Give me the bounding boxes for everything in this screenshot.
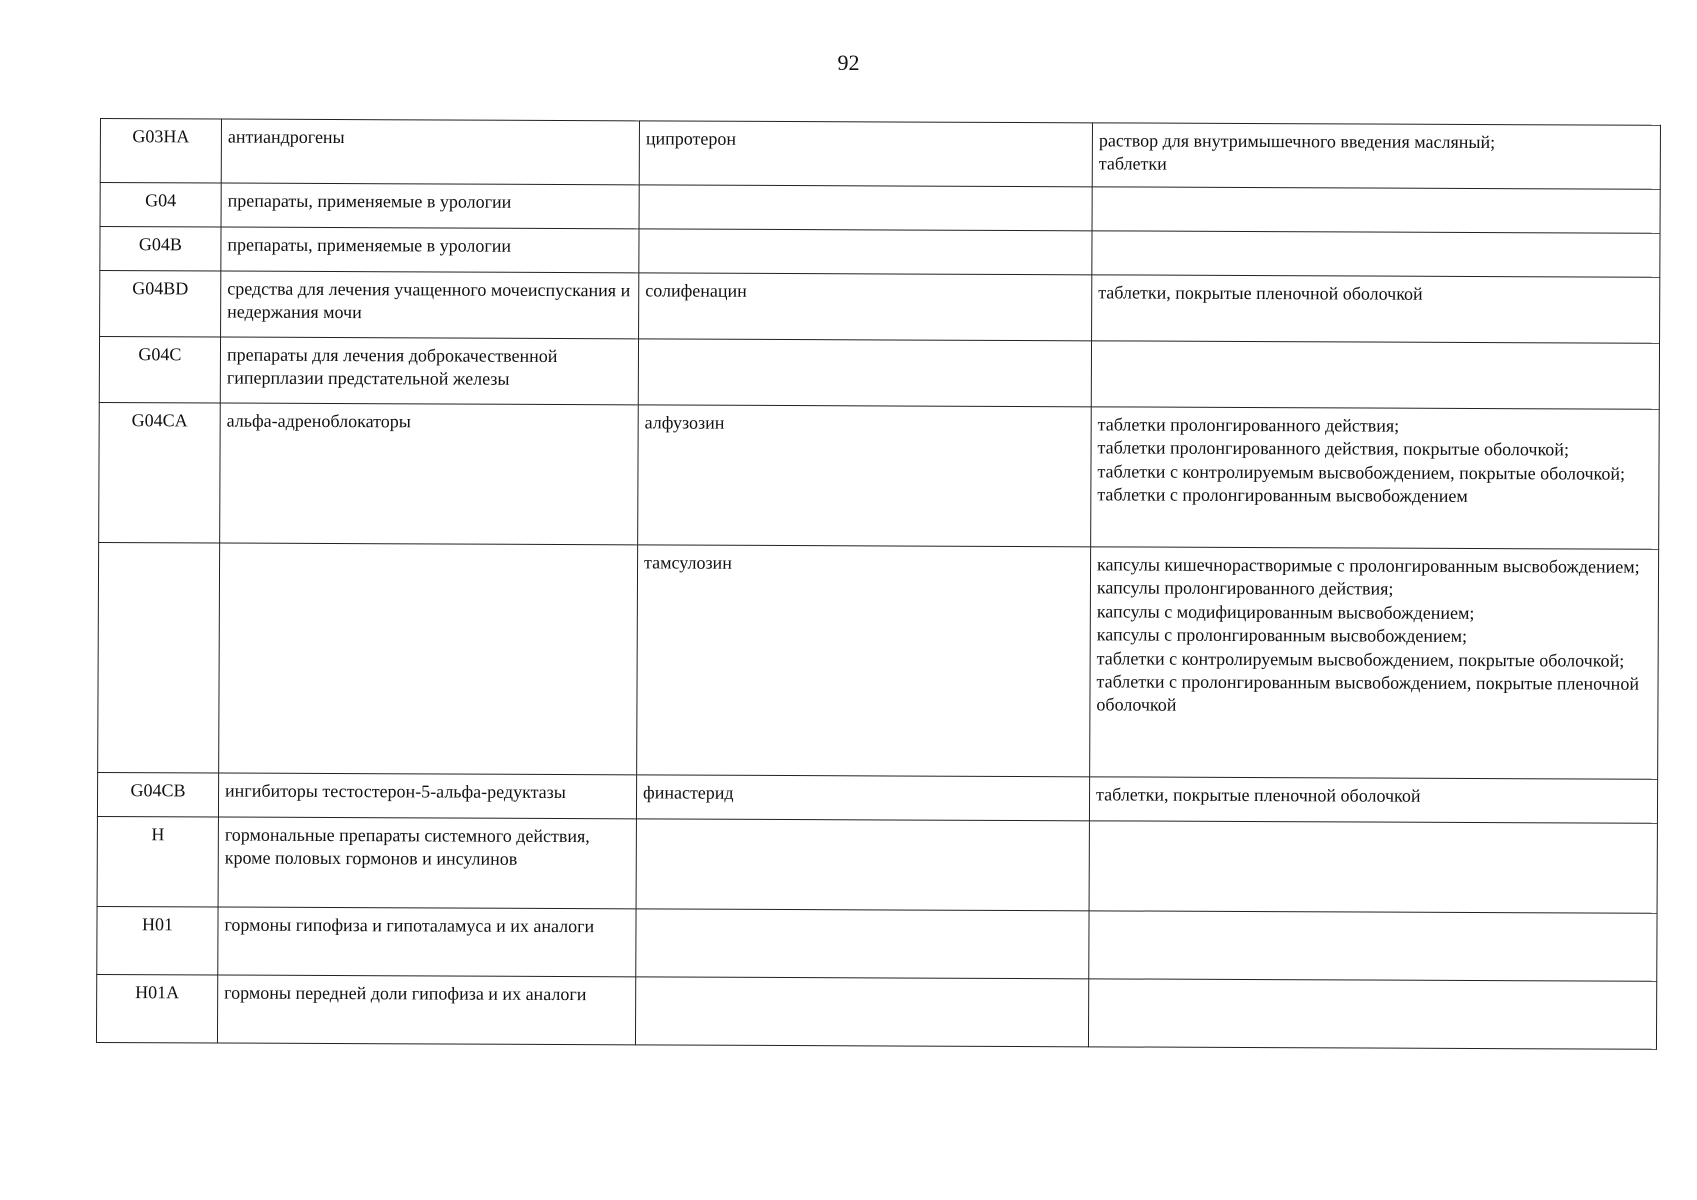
atc-code: G04BD [100,271,221,338]
substance-name: солифенацин [639,273,1092,341]
dosage-form: капсулы пролонгированного действия; [1096,577,1394,600]
table-row [99,402,1660,549]
atc-code: G04CA [99,402,221,543]
substance-name [638,339,1091,407]
atc-code: H01 [97,906,218,975]
dosage-form: таблетки, покрытые пленочной оболочкой [1098,282,1423,304]
dosage-form: капсулы с пролонгированным высвобождением; [1096,624,1468,647]
dosage-form: таблетки с контролируемым высвобождением, покрытые оболочкой; [1097,461,1626,484]
dosage-form: капсулы кишечнорастворимые с пролонгированным высвобождением; [1097,554,1640,577]
dosage-forms [1090,547,1659,779]
group-name: гормоны передней доли гипофиза и их аналоги [217,975,635,1045]
substance-name: тамсулозин [637,545,1091,777]
dosage-forms [1092,231,1660,277]
table-row [97,772,1657,823]
dosage-form: таблетки пролонгированного действия; [1097,414,1400,436]
substance-name: ципротерон [639,121,1092,187]
dosage-forms [1089,911,1657,981]
dosage-form: таблетки с пролонгированным высвобождением, покрытые пленочной оболочкой [1096,671,1640,716]
group-name: препараты, применяемые в урологии [221,183,639,229]
dosage-forms [1092,275,1660,343]
dosage-form: таблетки [1098,153,1167,175]
dosage-forms [1089,821,1657,913]
table-row [97,816,1657,913]
table-row [100,227,1660,278]
group-name: средства для лечения учащенного мочеиспускания и недержания мочи [221,271,639,339]
atc-code: G04B [100,227,221,272]
substance-name: алфузозин [638,405,1092,547]
group-name: гормоны гипофиза и гипоталамуса и их аналоги [218,907,636,977]
group-name [219,543,638,775]
page-number: 92 [837,50,860,75]
dosage-forms [1088,979,1656,1049]
atc-code: H01A [96,974,217,1043]
dosage-form: таблетки пролонгированного действия, покрытые оболочкой; [1097,437,1570,460]
substance-name [639,185,1092,231]
dosage-form: таблетки с пролонгированным высвобождением [1097,484,1468,507]
atc-code [98,542,220,773]
atc-code: G04C [99,337,220,404]
atc-code: G04 [100,183,221,228]
atc-code: G04CB [97,772,218,817]
dosage-form: капсулы с модифицированным высвобождением; [1096,601,1475,623]
substance-name [635,977,1088,1047]
substance-name: финастерид [636,775,1089,821]
dosage-forms [1092,123,1660,189]
dosage-form: раствор для внутримышечного введения масляный; [1098,130,1496,153]
table-row [100,183,1660,234]
dosage-forms [1091,407,1660,549]
table-row [96,974,1656,1049]
drug-table [96,118,1661,1050]
dosage-form: таблетки с контролируемым высвобождением, покрытые оболочкой; [1096,647,1625,671]
table-row [97,906,1657,981]
group-name: антиандрогены [221,119,639,185]
table-row [98,542,1659,779]
dosage-forms [1091,341,1659,409]
atc-code: G03HA [100,119,221,184]
atc-code: H [97,816,218,907]
table-row [100,271,1660,344]
group-name: гормональные препараты системного действия, кроме половых гормонов и инсулинов [218,817,636,909]
group-name: альфа-адреноблокаторы [220,403,639,545]
table-row [100,119,1660,190]
group-name: препараты для лечения доброкачественной гиперплазии предстательной железы [220,337,638,405]
table-row [99,337,1659,410]
substance-name [636,819,1089,911]
dosage-form: таблетки, покрытые пленочной оболочкой [1096,784,1421,806]
group-name: препараты, применяемые в урологии [221,227,639,273]
dosage-forms [1092,187,1660,233]
substance-name [636,909,1089,979]
dosage-forms [1089,777,1657,823]
substance-name [639,229,1092,275]
group-name: ингибиторы тестостерон-5-альфа-редуктазы [218,773,636,819]
